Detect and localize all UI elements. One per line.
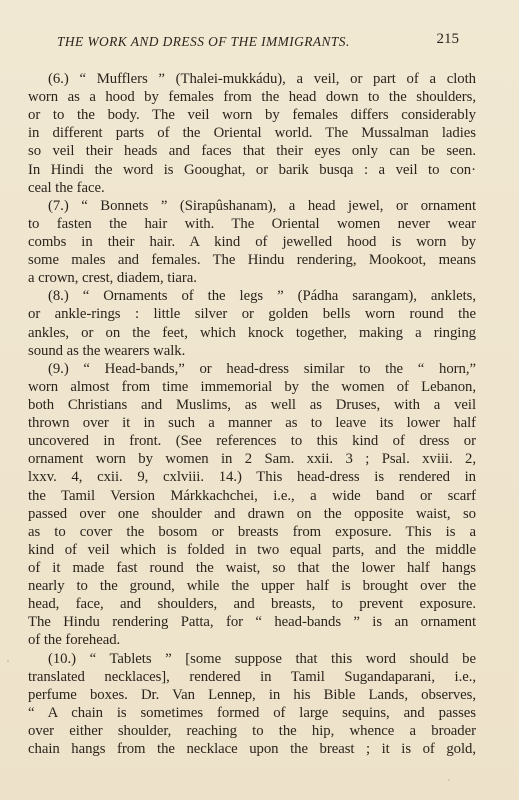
text-line: (9.) “ Head-bands,” or head-dress similar to the “ horn,” <box>48 360 476 377</box>
running-title: THE WORK AND DRESS OF THE IMMIGRANTS. <box>57 34 350 49</box>
text-line: worn almost from time immemorial by the women of Lebanon, <box>28 378 476 395</box>
body-text <box>28 70 476 758</box>
page-number: 215 <box>436 31 459 47</box>
text-line: sound as the wearers walk. <box>28 342 186 359</box>
text-line: ankles, or on the feet, which knock together, making a ringing <box>28 324 476 341</box>
text-line: thrown over it in such a manner as to leave its lower half <box>28 415 476 432</box>
text-line: a crown, crest, diadem, tiara. <box>28 270 197 287</box>
text-line: The Hindu rendering Patta, for “ head-bands ” is an ornament <box>28 614 476 631</box>
text-line: of the forehead. <box>28 632 121 649</box>
running-header <box>57 30 459 52</box>
text-line: ornament worn by women in 2 Sam. xxii. 3 ; Psal. xviii. 2, <box>28 451 476 468</box>
text-line: to fasten the hair with. The Oriental women never wear <box>28 215 476 232</box>
text-line: of it made fast round the waist, so that the lower half hangs <box>28 559 476 576</box>
text-line: ceal the face. <box>28 179 105 196</box>
text-line: perfume boxes. Dr. Van Lennep, in his Bible Lands, observes, <box>28 686 476 703</box>
text-line: head, face, and shoulders, and breasts, to prevent exposure. <box>28 596 476 613</box>
text-line: some males and females. The Hindu rendering, Mookoot, means <box>28 252 476 269</box>
text-line: or to the body. The veil worn by females differs considerably <box>28 107 476 124</box>
text-line: both Christians and Muslims, as well as Druses, with a veil <box>28 396 476 413</box>
text-line: passed over one shoulder and drawn on the opposite waist, so <box>28 505 476 522</box>
paper-speck <box>7 660 9 662</box>
text-line: (6.) “ Mufflers ” (Thalei-mukkádu), a veil, or part of a cloth <box>48 71 476 87</box>
text-line: In Hindi the word is Gooughat, or barik busqa : a veil to con· <box>28 161 476 178</box>
text-line: as to cover the bosom or breasts from exposure. This is a <box>28 523 476 540</box>
text-line: worn as a hood by females from the head down to the shoulders, <box>28 89 476 106</box>
text-line: nearly to the ground, while the upper half is brought over the <box>28 578 476 595</box>
text-line: (8.) “ Ornaments of the legs ” (Pádha sarangam), anklets, <box>48 288 476 305</box>
text-line: chain hangs from the necklace upon the breast ; it is of gold, <box>28 741 476 758</box>
text-line: (10.) “ Tablets ” [some suppose that this word should be <box>48 650 476 667</box>
text-line: kind of veil which is folded in two equal parts, and the middle <box>28 541 476 558</box>
text-line: the Tamil Version Márkkachchei, i.e., a wide band or scarf <box>28 487 476 504</box>
text-line: in different parts of the Oriental world. The Mussalman ladies <box>28 125 476 142</box>
text-line: combs in their hair. A kind of jewelled hood is worn by <box>28 233 476 250</box>
text-line: uncovered in front. (See references to this kind of dress or <box>28 433 476 450</box>
text-line: over either shoulder, reaching to the hip, whence a broader <box>28 722 476 739</box>
text-line: (7.) “ Bonnets ” (Sirapûshanam), a head jewel, or ornament <box>48 197 476 214</box>
text-line: or ankle-rings : little silver or golden bells worn round the <box>28 306 476 323</box>
paper-speck <box>448 779 450 781</box>
text-line: “ A chain is sometimes formed of large sequins, and passes <box>28 704 476 721</box>
text-line: so veil their heads and faces that their eyes only can be seen. <box>28 143 476 160</box>
text-line: lxxv. 4, cxii. 9, cxlviii. 14.) This head-dress is rendered in <box>28 469 476 486</box>
text-line: translated necklaces], rendered in Tamil Sugandaparani, i.e., <box>28 668 476 685</box>
